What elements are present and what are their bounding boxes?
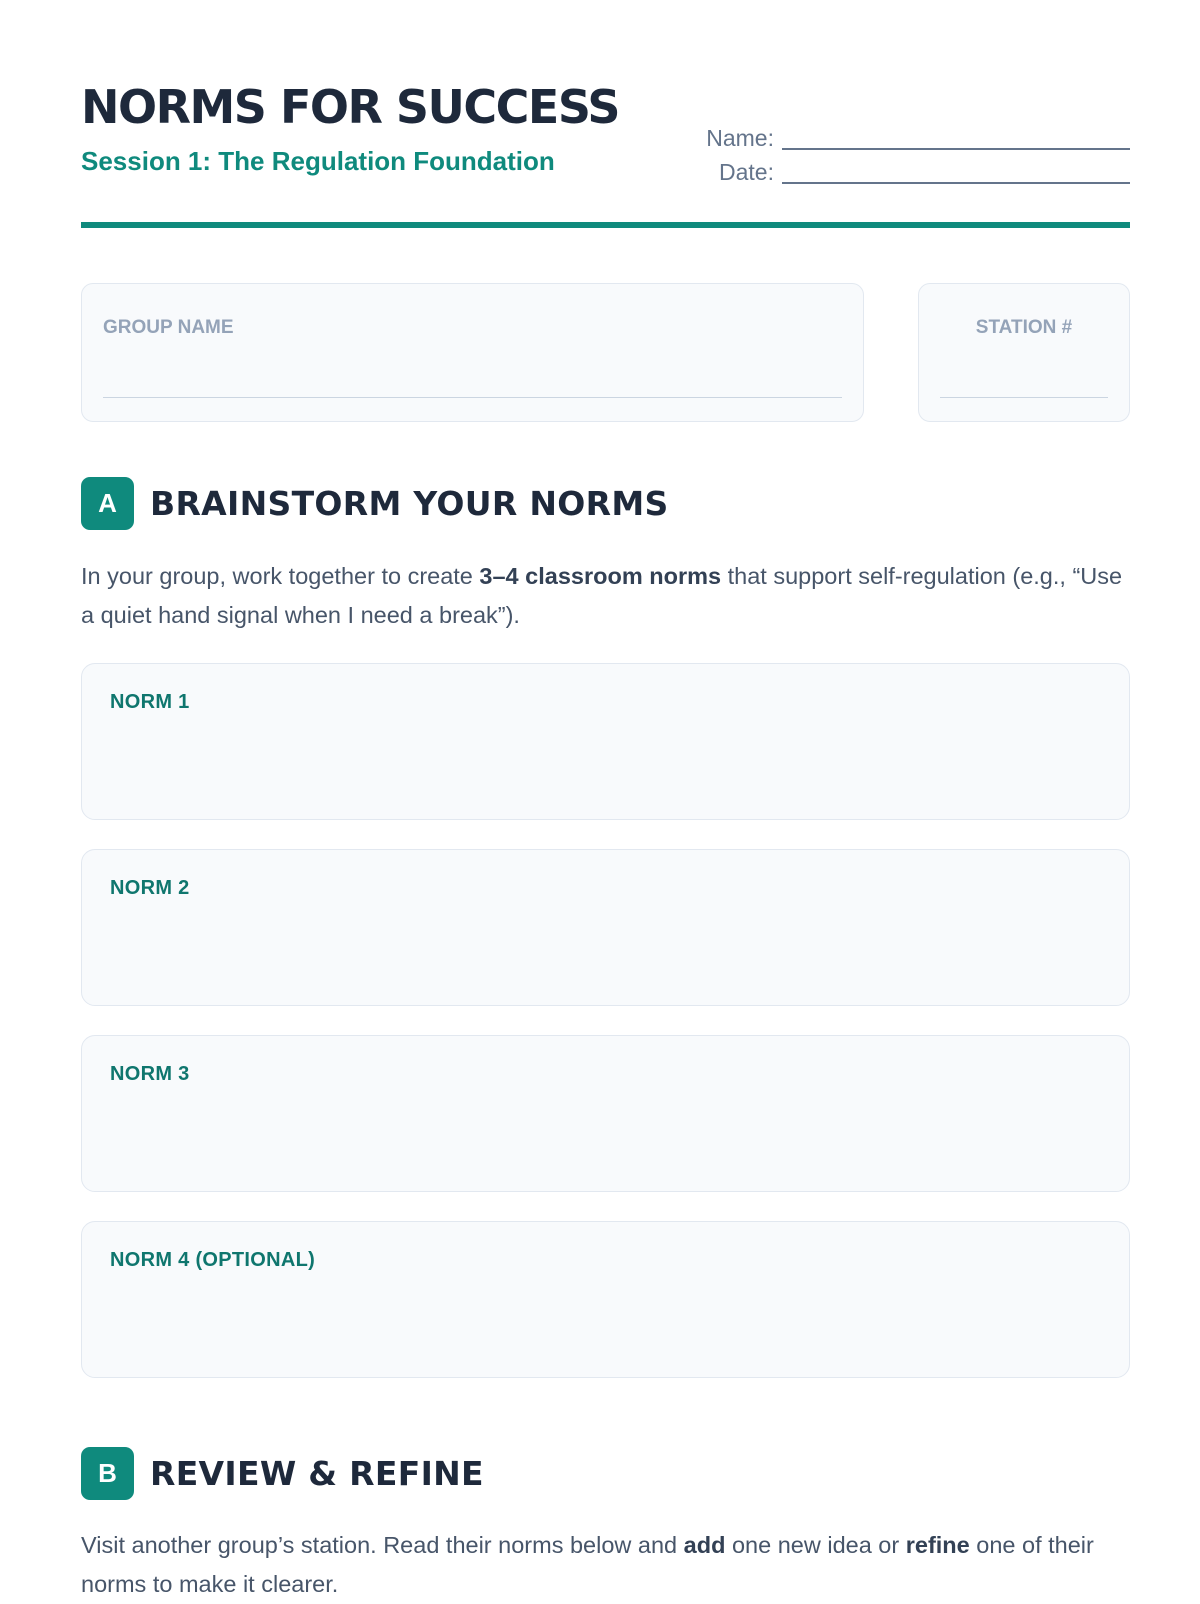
worksheet-header xyxy=(81,80,1130,228)
name-field[interactable] xyxy=(782,126,1130,150)
section-a-instructions xyxy=(81,557,1130,635)
section-b-title: REVIEW & REFINE xyxy=(150,1454,484,1493)
norm-2-label: NORM 2 xyxy=(110,877,190,899)
section-a-instr-emphasis: 3–4 classroom norms xyxy=(479,563,722,589)
norm-2-box[interactable] xyxy=(81,849,1130,1006)
section-b-instr-refine: refine xyxy=(905,1532,970,1558)
section-a-instr-text: In your group, work together to create xyxy=(81,563,480,589)
section-a-heading xyxy=(81,477,669,530)
session-subtitle: Session 1: The Regulation Foundation xyxy=(81,146,555,176)
station-card xyxy=(918,283,1130,422)
name-row xyxy=(706,116,1130,150)
section-b-heading xyxy=(81,1447,484,1500)
header-divider xyxy=(81,222,1130,228)
name-label: Name: xyxy=(706,125,774,151)
section-b-instr-text-2: one new idea or xyxy=(725,1532,906,1558)
date-row xyxy=(706,150,1130,184)
section-a-instr-text-end: that support self-regulation (e.g., “Use a quiet hand signal when I need a break”). xyxy=(81,563,1123,628)
norm-1-label: NORM 1 xyxy=(110,691,190,713)
section-a-title: BRAINSTORM YOUR NORMS xyxy=(150,484,669,523)
section-b-instr-text-1: Visit another group’s station. Read their norms below and xyxy=(81,1532,684,1558)
station-label: STATION # xyxy=(975,317,1073,338)
norm-3-label: NORM 3 xyxy=(110,1063,190,1085)
section-b-instr-add: add xyxy=(683,1532,726,1558)
date-label: Date: xyxy=(719,159,774,185)
station-number-field[interactable] xyxy=(940,397,1108,398)
page-title: NORMS FOR SUCCESS xyxy=(81,80,620,134)
group-name-label: GROUP NAME xyxy=(103,317,234,338)
norm-4-box[interactable] xyxy=(81,1221,1130,1378)
section-b-badge: B xyxy=(81,1447,134,1500)
name-date-block xyxy=(706,116,1130,184)
norm-1-box[interactable] xyxy=(81,663,1130,820)
norm-3-box[interactable] xyxy=(81,1035,1130,1192)
norm-4-label: NORM 4 (OPTIONAL) xyxy=(110,1249,316,1271)
section-b-instr-text-3: one of their norms to make it clearer. xyxy=(81,1532,1094,1597)
section-b-instructions xyxy=(81,1526,1130,1604)
section-a-badge: A xyxy=(81,477,134,530)
date-field[interactable] xyxy=(782,160,1130,184)
group-name-field[interactable] xyxy=(103,397,842,398)
group-name-card xyxy=(81,283,864,422)
